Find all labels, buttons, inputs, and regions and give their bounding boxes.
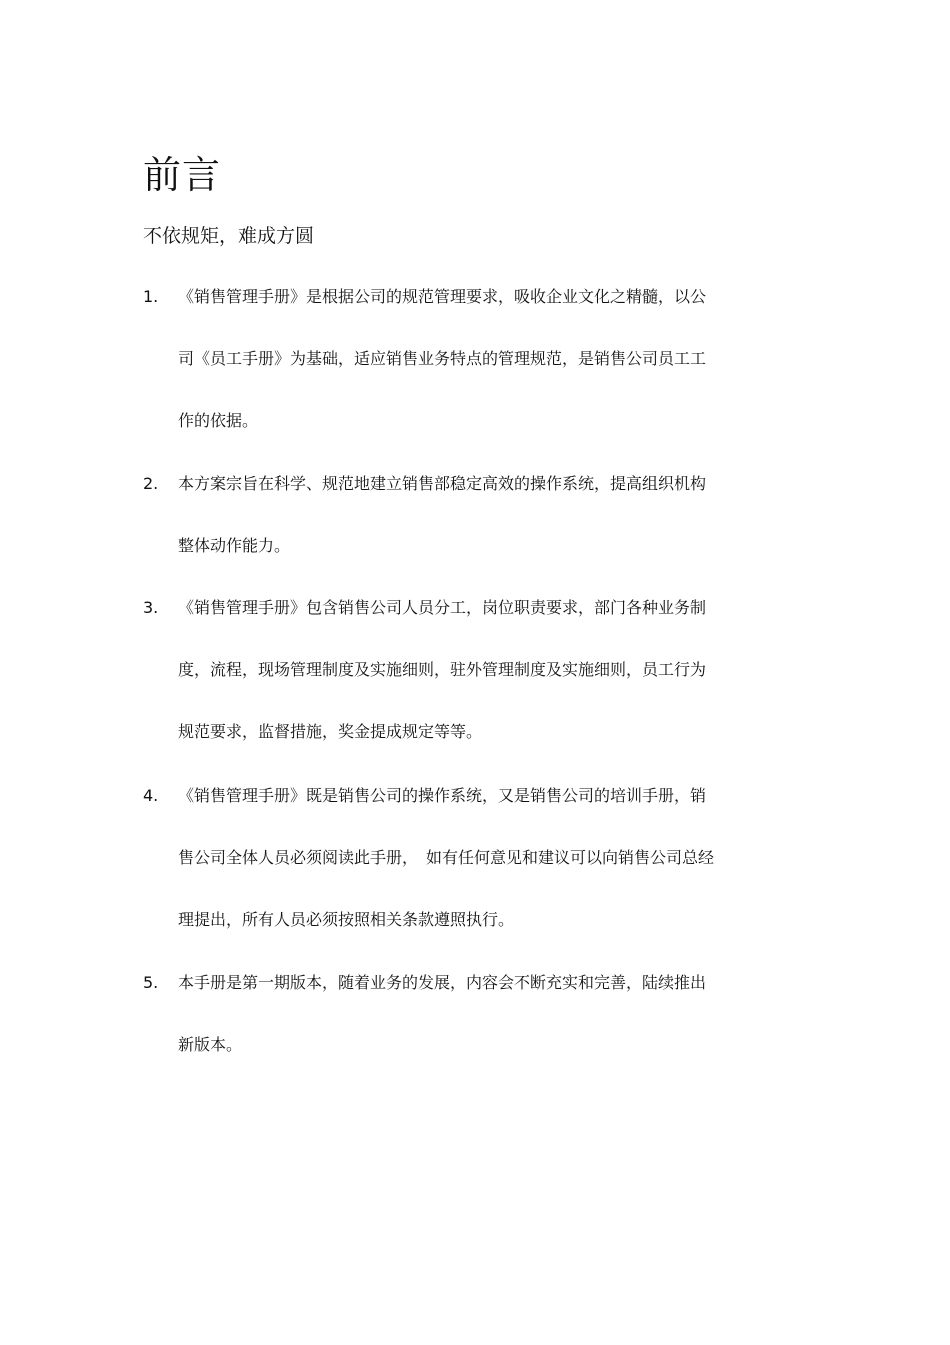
list-item-number: 2. (143, 474, 159, 493)
list-item-line: 作的依据。 (178, 411, 259, 430)
list-item-number: 4. (143, 786, 159, 805)
list-item-line: 《销售管理手册》是根据公司的规范管理要求，吸收企业文化之精髓，以公 (178, 287, 707, 306)
list-item-number: 5. (143, 973, 159, 992)
list-item-line: 度，流程，现场管理制度及实施细则，驻外管理制度及实施细则，员工行为 (178, 660, 707, 679)
list-item-line: 规范要求，监督措施，奖金提成规定等等。 (178, 722, 483, 741)
list-item-number: 1. (143, 287, 159, 306)
list-item-line: 售公司全体人员必须阅读此手册， 如有任何意见和建议可以向销售公司总经 (178, 848, 715, 867)
list-item-line: 整体动作能力。 (178, 536, 291, 555)
list-item-line: 《销售管理手册》既是销售公司的操作系统，又是销售公司的培训手册，销 (178, 786, 707, 805)
list-item-line: 新版本。 (178, 1035, 243, 1054)
list-item-line: 《销售管理手册》包含销售公司人员分工，岗位职责要求，部门各种业务制 (178, 598, 707, 617)
list-item-number: 3. (143, 598, 159, 617)
subtitle: 不依规矩，难成方圆 (143, 225, 315, 247)
page-title: 前言 (143, 153, 222, 198)
list-item-line: 理提出，所有人员必须按照相关条款遵照执行。 (178, 910, 515, 929)
list-item-line: 本手册是第一期版本，随着业务的发展，内容会不断充实和完善，陆续推出 (178, 973, 707, 992)
list-item-line: 司《员工手册》为基础，适应销售业务特点的管理规范，是销售公司员工工 (178, 349, 707, 368)
list-item-line: 本方案宗旨在科学、规范地建立销售部稳定高效的操作系统，提高组织机构 (178, 474, 707, 493)
